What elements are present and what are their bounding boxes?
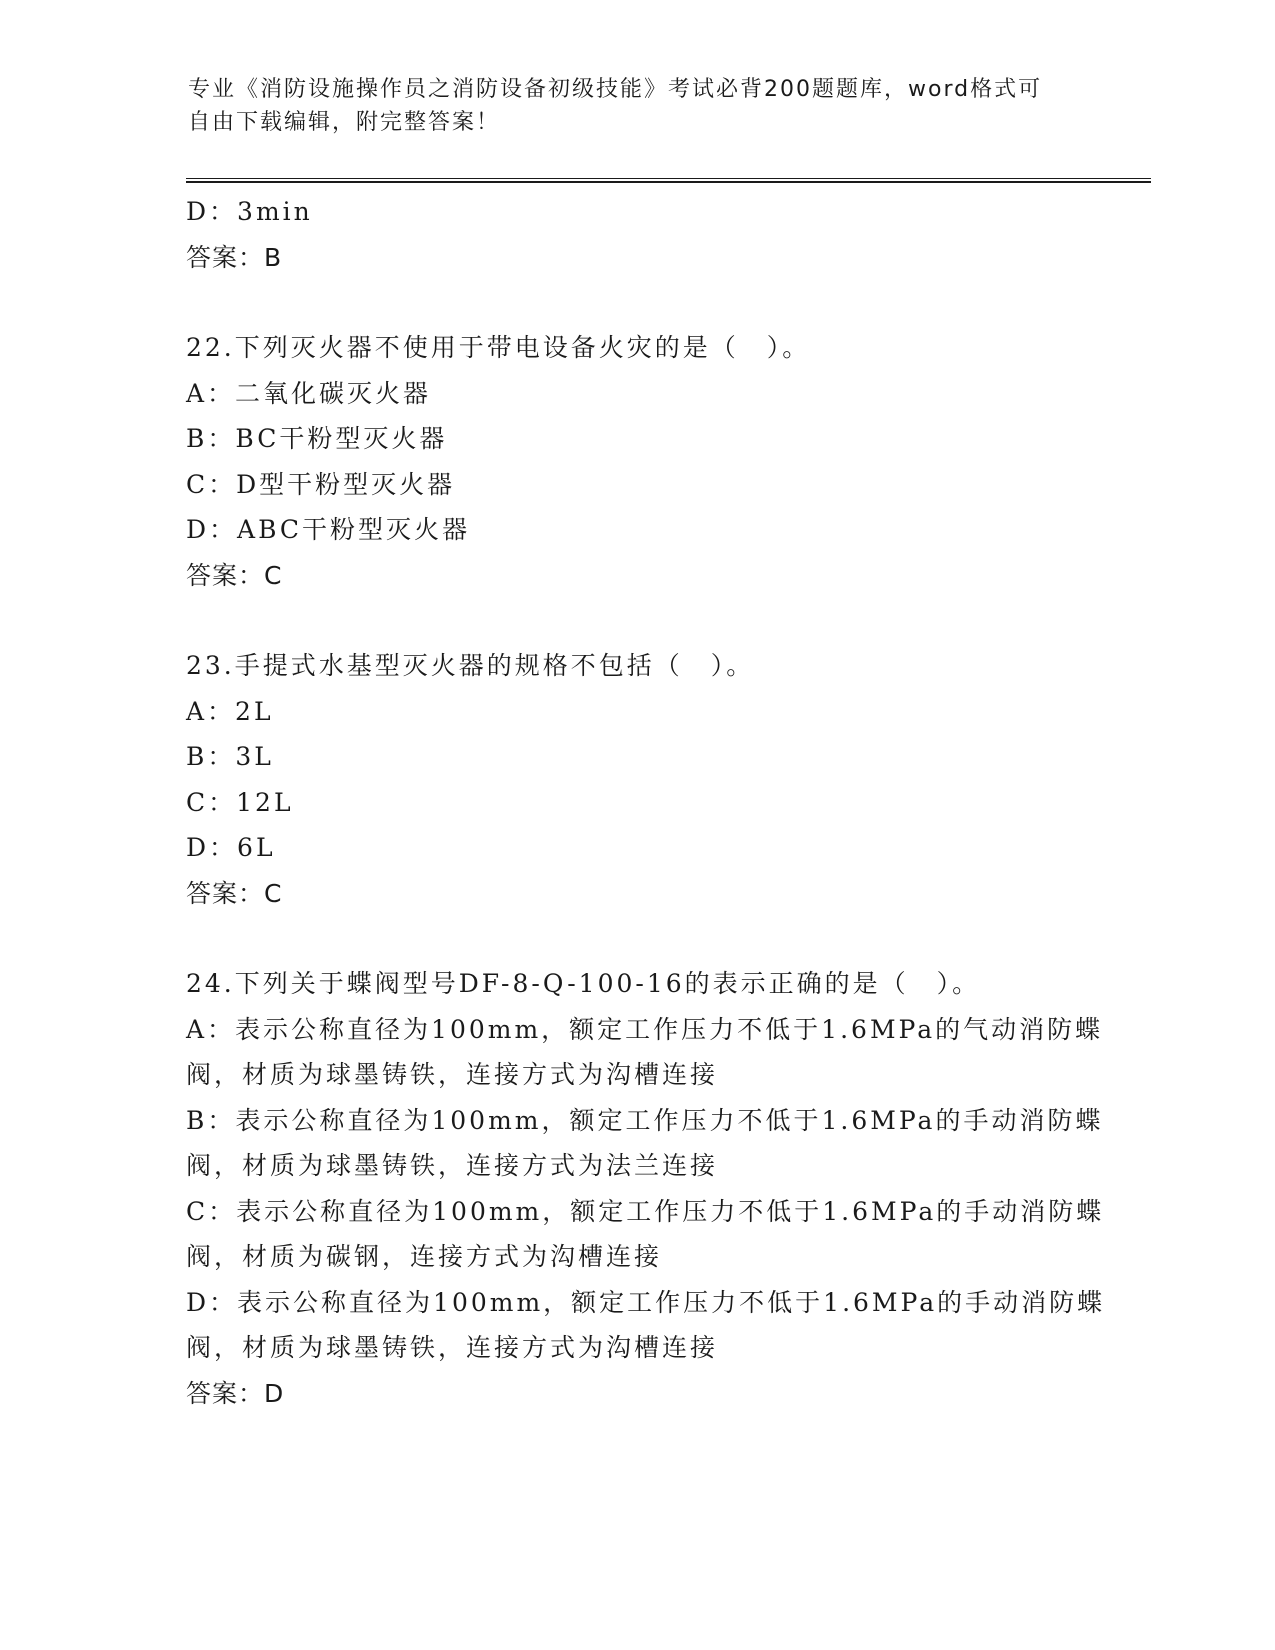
option-a-line-1: A：表示公称直径为100mm，额定工作压力不低于1.6MPa的气动消防蝶 xyxy=(186,1014,1104,1044)
question-23 xyxy=(186,643,1086,916)
option-d: D：3min xyxy=(186,197,313,226)
option-d-line-2: 阀，材质为球墨铸铁，连接方式为沟槽连接 xyxy=(186,1333,719,1362)
option-c-line-1: C：表示公称直径为100mm，额定工作压力不低于1.6MPa的手动消防蝶 xyxy=(186,1196,1105,1226)
option-c: C：D型干粉型灭火器 xyxy=(186,469,456,499)
question-22 xyxy=(186,325,1086,598)
answer: 答案：B xyxy=(186,242,283,272)
option-a: A：二氧化碳灭火器 xyxy=(186,378,432,408)
page-header xyxy=(188,73,1068,139)
option-b: B：BC干粉型灭火器 xyxy=(186,424,448,453)
option-a: A：2L xyxy=(186,696,274,726)
option-d xyxy=(186,1280,1106,1371)
option-b-line-1: B：表示公称直径为100mm，额定工作压力不低于1.6MPa的手动消防蝶 xyxy=(186,1105,1104,1135)
header-line-2: 自由下载编辑，附完整答案！ xyxy=(188,110,501,135)
document-body xyxy=(186,189,1106,1416)
question-stem: 23.手提式水基型灭火器的规格不包括（ ）。 xyxy=(186,651,755,680)
header-divider xyxy=(186,178,1151,183)
question-24 xyxy=(186,961,1106,1416)
question-stem: 22.下列灭火器不使用于带电设备火灾的是（ ）。 xyxy=(186,333,811,362)
option-b: B：3L xyxy=(186,742,274,771)
answer: 答案：D xyxy=(186,1378,285,1408)
option-d-line-1: D：表示公称直径为100mm，额定工作压力不低于1.6MPa的手动消防蝶 xyxy=(186,1287,1106,1317)
option-c: C：12L xyxy=(186,787,294,817)
option-c-line-2: 阀，材质为碳钢，连接方式为沟槽连接 xyxy=(186,1242,663,1271)
option-b xyxy=(186,1098,1104,1189)
answer: 答案：C xyxy=(186,878,283,908)
option-a-line-2: 阀，材质为球墨铸铁，连接方式为沟槽连接 xyxy=(186,1060,719,1089)
answer: 答案：C xyxy=(186,560,283,590)
header-line-1: 专业《消防设施操作员之消防设备初级技能》考试必背200题题库，word格式可 xyxy=(188,77,1043,102)
option-d: D：ABC干粉型灭火器 xyxy=(186,515,471,544)
option-b-line-2: 阀，材质为球墨铸铁，连接方式为法兰连接 xyxy=(186,1151,719,1180)
previous-question-tail xyxy=(186,189,1086,280)
option-c xyxy=(186,1189,1105,1280)
option-a xyxy=(186,1007,1104,1098)
option-d: D：6L xyxy=(186,833,276,862)
question-stem: 24.下列关于蝶阀型号DF-8-Q-100-16的表示正确的是（ ）。 xyxy=(186,969,981,998)
